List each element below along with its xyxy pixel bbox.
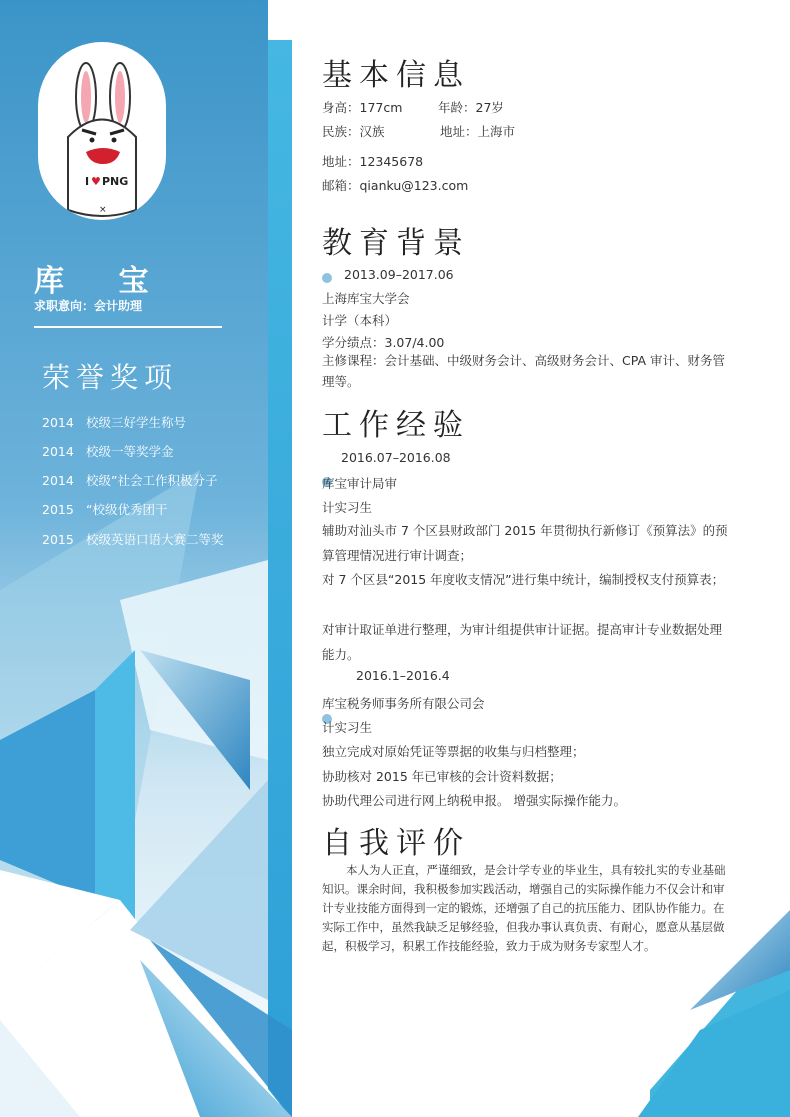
divider [34, 326, 222, 328]
honor-item: 2014 校级三好学生称号 [42, 415, 187, 430]
job-duty: 协助代理公司进行网上纳税申报。 增强实际操作能力。 [322, 793, 626, 808]
honor-item: 2014 校级”社会工作积极分子 [42, 473, 218, 488]
gpa: 学分绩点：3.07/4.00 [322, 335, 445, 350]
job-duty: 对审计取证单进行整理，为审计组提供审计证据。提高审计专业数据处理能力。 [322, 622, 723, 662]
avatar [38, 42, 166, 220]
honors-title: 荣誉奖项 [42, 361, 179, 394]
job-duty: 对 7 个区县“2015 年度收支情况”进行集中统计，编制授权支付预算表； [322, 572, 725, 587]
job-duty: 辅助对汕头市 7 个区县财政部门 2015 年贯彻执行新修订《预算法》的预算管理情况进行审计调查； [322, 523, 728, 563]
job-role: 计实习生 [322, 720, 373, 735]
job-period: 2016.1–2016.4 [356, 668, 450, 683]
work-title: 工作经验 [322, 408, 470, 443]
ethnicity-field: 民族：汉族 [322, 124, 385, 139]
job-objective: 求职意向：会计助理 [34, 299, 143, 313]
major: 计学（本科） [322, 313, 398, 328]
candidate-name: 库 宝 [34, 264, 171, 299]
svg-text:×: × [99, 205, 107, 215]
school-name: 上海库宝大学会 [322, 291, 410, 306]
timeline-dot [322, 273, 332, 283]
education-period: 2013.09–2017.06 [344, 267, 454, 282]
job-role: 计实习生 [322, 500, 373, 515]
job-duty: 协助核对 2015 年已审核的会计资料数据； [322, 769, 562, 784]
honor-item: 2014 校级一等奖学金 [42, 444, 174, 459]
svg-text:I: I [85, 175, 90, 188]
basic-info-title: 基本信息 [322, 58, 470, 93]
courses: 主修课程：会计基础、中级财务会计、高级财务会计、CPA 审计、财务管理等。 [322, 353, 725, 389]
self-eval-text: 本人为人正直，严谨细致，是会计学专业的毕业生，具有较扎实的专业基础知识。课余时间，我积极参加实践活动，增强自己的实际操作能力不仅会计和审计专业技能方面得到一定的锻炼，还增强了自己的抗压能力、团队协作能力。在实际工作中，虽然我缺乏足够经验，但我办事认真负责、有耐心，愿意从基层做起，积极学习，积累工作技能经验，致力于成为财务专家型人才。 [322, 863, 726, 953]
svg-text:PNG: PNG [102, 175, 129, 188]
age-field: 年龄：27岁 [438, 100, 504, 115]
job-period: 2016.07–2016.08 [341, 450, 451, 465]
svg-text:♥: ♥ [91, 175, 101, 188]
self-eval-title: 自我评价 [322, 826, 470, 861]
rabbit-icon [38, 42, 166, 220]
email-field: 邮箱：qianku@123.com [322, 178, 469, 193]
honor-item: 2015 “校级优秀团干 [42, 502, 168, 517]
height-field: 身高：177cm [322, 100, 403, 115]
education-title: 教育背景 [322, 226, 470, 261]
job-duty: 独立完成对原始凭证等票据的收集与归档整理； [322, 744, 585, 759]
phone-field: 地址：12345678 [322, 154, 424, 169]
job-company: 库宝税务师事务所有限公司会 [322, 696, 485, 711]
job-company: 库宝审计局审 [322, 476, 398, 491]
address-field: 地址：上海市 [440, 124, 516, 139]
honor-item: 2015 校级英语口语大赛二等奖 [42, 532, 224, 547]
